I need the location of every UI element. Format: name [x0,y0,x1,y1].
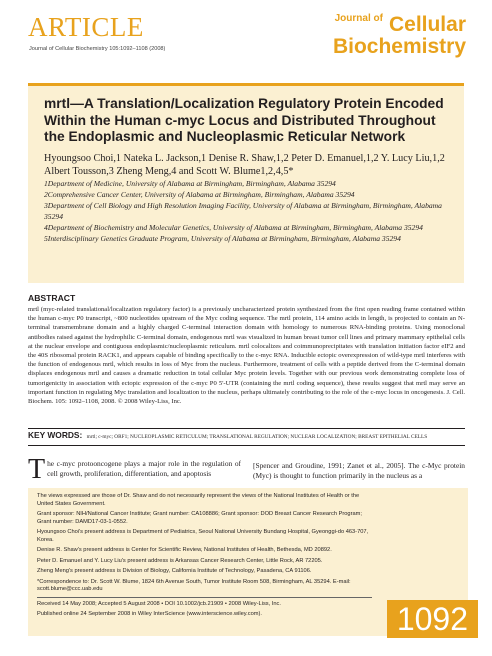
footnote-correspondence: *Correspondence to: Dr. Scott W. Blume, 1824 6th Avenue South, Tumor Institute Room 508, Birmingham, AL 35294. E-mail: scott.blume@ccc.uab.edu [37,578,351,592]
abstract-heading: ABSTRACT [28,293,76,303]
affiliation-3: 3Department of Cell Biology and High Resolution Imaging Facility, University of Alabama at Birmingham, Birmingham, Alabama 35294 [44,201,442,221]
intro-left-column [28,454,241,485]
affiliation-5: 5Interdisciplinary Genetics Graduate Program, University of Alabama at Birmingham, Birmingham, Alabama 35294 [44,234,401,244]
affiliation-1: 1Department of Medicine, University of Alabama at Birmingham, Birmingham, Alabama 35294 [44,179,336,188]
page-number: 1092 [387,600,478,638]
journal-reference: Journal of Cellular Biochemistry 105:1092–1108 (2008) [29,46,166,52]
keywords-text: mrtl; c-myc; ORF1; NUCLEOPLASMIC RETICULUM; TRANSLATIONAL REGULATION; NUCLEAR LOCALIZATION; BREAST EPITHELIAL CELLS [86,434,428,440]
footnote-grant: Grant sponsor: NIH/National Cancer Institute; Grant number: CA108886; Grant sponsor: DOD Breast Cancer Research Program; Grant number: DAMD17-03-1-0552. [37,511,362,525]
footnote-address-choi: Hyoungsoo Choi's present address is Department of Pediatrics, Seoul National University Bundang Hospital, Gyeonggi-do 463-707, Korea. [37,529,369,543]
article-title: mrtl—A Translation/Localization Regulatory Protein Encoded Within the Human c-myc Locus and Distributed Throughout the Endoplasmic and Nucleoplasmic Reticular Network [44,96,444,144]
journal-logo-prefix: Journal of [334,13,383,24]
footnote-address-meng: Zheng Meng's present address is Division of Biology, California Institute of Technology, Pasadena, CA 91106. [37,568,312,574]
affiliation-4: 4Department of Biochemistry and Molecular Genetics, University of Alabama at Birmingham, Birmingham, Alabama 35294 [44,222,423,232]
keywords-heading: KEY WORDS: [28,431,83,440]
abstract-text: mrtl (myc-related translational/localization regulatory factor) is a previously uncharacterized protein synthesized from the first open reading frame contained within the human c-myc P0 transcript, ~800 nucleotides upstream of the Myc coding sequence. The mrtl protein, 114 amino acids in length, is projected to contain an N-terminal transmembrane domain and a highly charged C-terminal interaction domain with homology to numerous RNA-binding proteins. Using monoclonal antibodies raised against the hydrophilic C-terminal domain, endogenous mrtl was visualized in human breast tumor cell lines and primary mammary epithelial cells at the nuclear envelope and contiguous endoplasmic/nucleoplasmic reticulum. mrtl colocalizes and coimmunoprecipitates with translation initiation factor eIF2 and the 40S ribosomal protein RACK1, and appears capable of binding specifically to the c-myc RNA. Inducible ectopic overexpression of wild-type mrtl interferes with the function of endogenous mrtl, which results in loss of Myc from the nucleus. Furthermore, treatment of cells with a peptide derived from the C-terminal domain displaces endogenous mrtl and causes a dramatic reduction in total cellular Myc protein levels. Together with our previous work demonstrating complete loss of tumorigenicity in association with ectopic expression of the c-myc P0 5'-UTR (containing the mrtl coding sequence), these results suggest that mrtl may serve an important function in regulating Myc translation and localization to the nucleus, perhaps ultimately contributing to the role of the c-myc locus in oncogenesis. J. Cell. Biochem. 105: 1092–1108, 2008. © 2008 Wiley-Liss, Inc. [28,306,465,406]
affiliation-list [44,179,454,245]
drop-cap: T [28,454,46,485]
journal-logo-line2: Biochemistry [332,35,466,58]
keywords-line [28,431,465,441]
intro-left-text: he c-myc protooncogene plays a major role in the regulation of cell growth, proliferation, differentiation, and apoptosis [47,459,241,479]
footnote-received: Received 14 May 2008; Accepted 5 August 2008 • DOI 10.1002/jcb.21909 • 2008 Wiley-Liss, Inc. [37,600,281,607]
journal-logo-line1: Cellular [388,13,466,36]
footnote-divider [37,597,372,598]
affiliation-2: 2Comprehensive Cancer Center, University of Alabama at Birmingham, Birmingham, Alabama 35294 [44,190,355,200]
footnote-disclaimer: The views expressed are those of Dr. Shaw and do not necessarily represent the views of the National Institutes of Health or the United States Government. [37,493,360,507]
journal-logo [333,14,466,57]
footnote-list [37,493,372,622]
keywords-top-rule [28,428,465,429]
footnote-published: Published online 24 September 2008 in Wiley InterScience (www.interscience.wiley.com). [37,611,262,617]
footnote-address-emanuel-liu: Peter D. Emanuel and Y. Lucy Liu's present address is Arkansas Cancer Research Center, Little Rock, AR 72205. [37,557,323,564]
section-label: ARTICLE [28,12,144,42]
title-box [28,83,464,283]
keywords-bottom-rule [28,445,465,446]
intro-right-column: [Spencer and Groudine, 1991; Zanet et al., 2005]. The c-Myc protein (Myc) is thought to function primarily in the nucleus as a [253,461,465,481]
footnote-address-shaw: Denise R. Shaw's present address is Center for Scientific Review, National Institutes of Health, Bethesda, MD 20892. [37,547,332,553]
author-list: Hyoungsoo Choi,1 Nateka L. Jackson,1 Denise R. Shaw,1,2 Peter D. Emanuel,1,2 Y. Lucy Liu,1,2 Albert Tousson,3 Zheng Meng,4 and Scott W. Blume1,2,4,5* [44,153,445,177]
